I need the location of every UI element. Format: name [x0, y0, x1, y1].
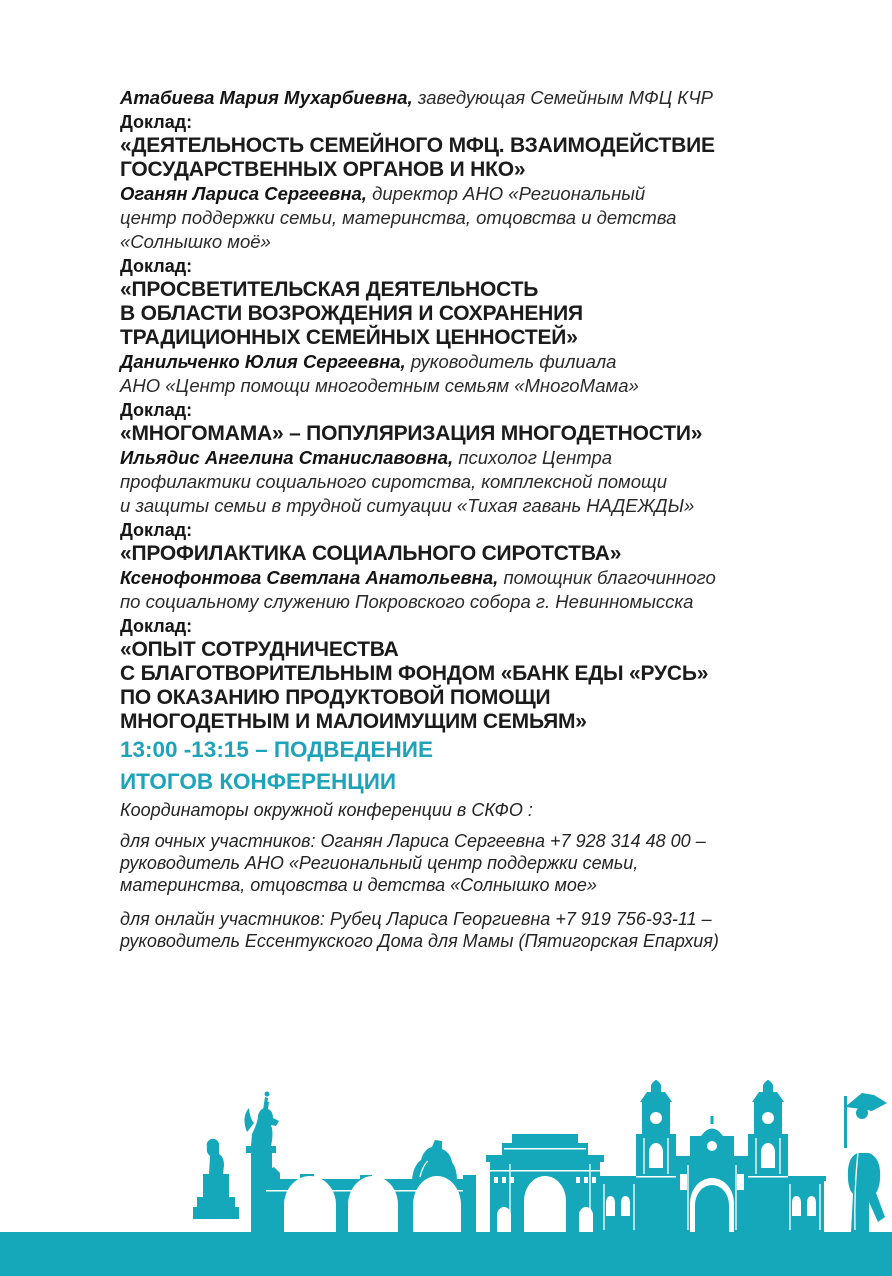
coordinators-onsite — [120, 830, 852, 896]
speaker-name: Данильченко Юлия Сергеевна, — [120, 351, 406, 372]
speaker-role: директор АНО «Региональный — [372, 183, 646, 204]
report-title-line: ГОСУДАРСТВЕННЫХ ОРГАНОВ И НКО» — [120, 158, 526, 181]
session-block — [120, 350, 852, 446]
soldier-statue-icon — [844, 1093, 887, 1232]
closing-heading-line: ИТОГОВ КОНФЕРЕНЦИИ — [120, 769, 397, 794]
speaker-role-line: АНО «Центр помощи многодетным семьям «МногоМама» — [120, 375, 639, 396]
report-title-line: «ПРОСВЕТИТЕЛЬСКАЯ ДЕЯТЕЛЬНОСТЬ — [120, 278, 539, 301]
speaker-name: Оганян Лариса Сергеевна, — [120, 183, 367, 204]
coordinator-line: для очных участников: Оганян Лариса Сергеевна +7 928 314 48 00 – — [120, 831, 706, 851]
speaker-line — [120, 446, 852, 470]
report-title-line: «ПРОФИЛАКТИКА СОЦИАЛЬНОГО СИРОТСТВА» — [120, 542, 622, 565]
report-label: Доклад: — [120, 520, 193, 540]
speaker-line — [120, 86, 852, 110]
coordinator-line: для онлайн участников: Рубец Лариса Георгиевна +7 919 756-93-11 – — [120, 909, 712, 929]
speaker-role-line: по социальному служению Покровского собора г. Невинномысска — [120, 591, 694, 612]
coordinator-line: руководитель АНО «Региональный центр поддержки семьи, — [120, 853, 639, 873]
session-block — [120, 86, 852, 182]
coordinators-online — [120, 908, 852, 952]
mountain-rock-icon — [412, 1140, 457, 1180]
report-title-line: ТРАДИЦИОННЫХ СЕМЕЙНЫХ ЦЕННОСТЕЙ» — [120, 326, 578, 349]
statue-monument-icon — [207, 1139, 224, 1175]
report-label: Доклад: — [120, 400, 193, 420]
city-skyline-illustration — [0, 1080, 892, 1276]
speaker-line — [120, 350, 852, 374]
speaker-line — [120, 566, 852, 590]
speaker-role: руководитель филиала — [410, 351, 617, 372]
speaker-role-line: профилактики социального сиротства, комплексной помощи — [120, 471, 668, 492]
report-label: Доклад: — [120, 616, 193, 636]
report-label: Доклад: — [120, 112, 193, 132]
speaker-name: Ильядис Ангелина Станиславовна, — [120, 447, 454, 468]
speaker-role: помощник благочинного — [503, 567, 716, 588]
session-block — [120, 446, 852, 566]
cathedral-icon — [598, 1080, 826, 1232]
report-label: Доклад: — [120, 256, 193, 276]
speaker-name: Ксенофонтова Светлана Анатольевна, — [120, 567, 499, 588]
report-title-line: «ДЕЯТЕЛЬНОСТЬ СЕМЕЙНОГО МФЦ. ВЗАИМОДЕЙСТВИЕ — [120, 134, 715, 157]
speaker-role-line: и защиты семьи в трудной ситуации «Тихая гавань НАДЕЖДЫ» — [120, 495, 695, 516]
coordinators-heading: Координаторы окружной конференции в СКФО : — [120, 800, 533, 820]
speaker-line — [120, 182, 852, 206]
report-title-line: В ОБЛАСТИ ВОЗРОЖДЕНИЯ И СОХРАНЕНИЯ — [120, 302, 583, 325]
report-title-line: С БЛАГОТВОРИТЕЛЬНЫМ ФОНДОМ «БАНК ЕДЫ «РУСЬ» — [120, 662, 709, 685]
closing-heading — [120, 734, 852, 798]
report-title-line: МНОГОДЕТНЫМ И МАЛОИМУЩИМ СЕМЬЯМ» — [120, 710, 587, 733]
session-block — [120, 182, 852, 350]
report-title-line: «МНОГОМАМА» – ПОПУЛЯРИЗАЦИЯ МНОГОДЕТНОСТИ» — [120, 422, 703, 445]
speaker-name: Атабиева Мария Мухарбиевна, — [120, 87, 413, 108]
speaker-role-line: «Солнышко моё» — [120, 231, 271, 252]
coordinator-line: руководитель Ессентукского Дома для Мамы (Пятигорская Епархия) — [120, 931, 719, 951]
speaker-role-line: центр поддержки семьи, материнства, отцовства и детства — [120, 207, 677, 228]
session-block — [120, 566, 852, 734]
speaker-role: заведующая Семейным МФЦ КЧР — [417, 87, 713, 108]
coordinator-line: материнства, отцовства и детства «Солнышко мое» — [120, 875, 597, 895]
speaker-role: психолог Центра — [458, 447, 613, 468]
footer-band — [0, 1232, 892, 1276]
closing-heading-line: 13:00 -13:15 – ПОДВЕДЕНИЕ — [120, 737, 433, 762]
report-title-line: «ОПЫТ СОТРУДНИЧЕСТВА — [120, 638, 399, 661]
report-title-line: ПО ОКАЗАНИЮ ПРОДУКТОВОЙ ПОМОЩИ — [120, 686, 551, 709]
